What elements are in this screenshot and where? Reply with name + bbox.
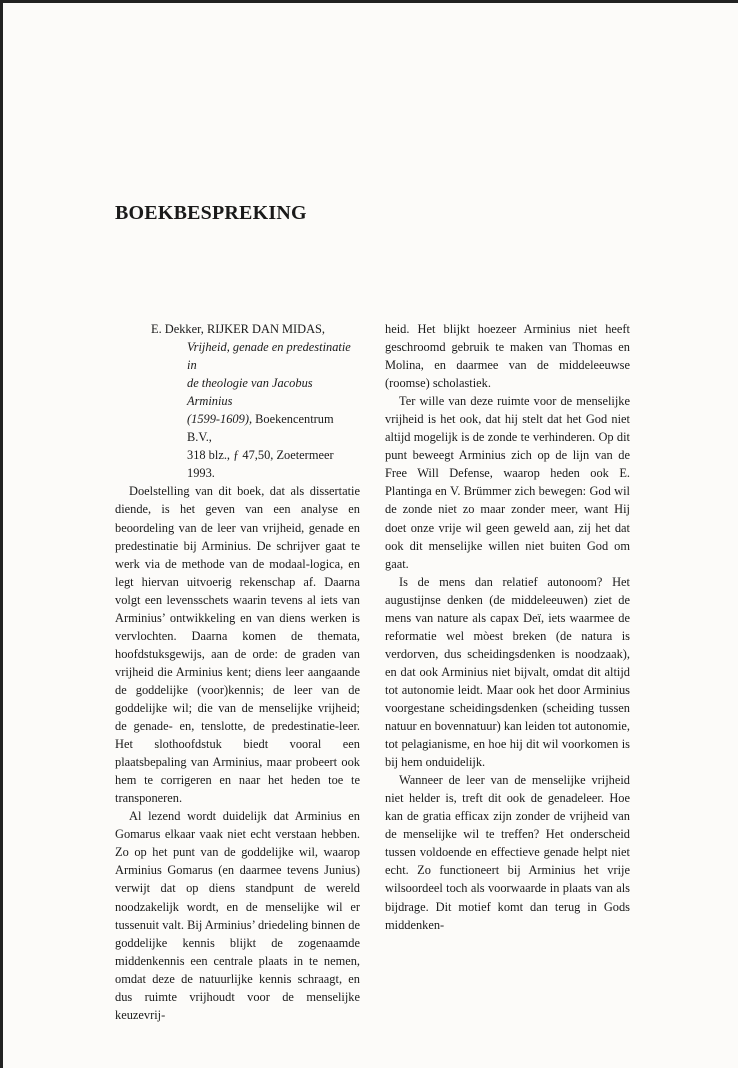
left-paragraph-1: Doelstelling van dit boek, dat als dissertatie diende, is het geven van een analyse en beoordeling van de leer van vrijheid, genade en predestinatie bij Arminius. De schrijver gaat te werk via de methode van de modaal-logica, en legt hiervan uitvoerig rekenschap af. Daarna volgt een levensschets waarin tevens al iets van Arminius’ ontwikkeling en van diens werken is vervlochten. Daarna komen de themata, hoofdstuksgewijs, aan de orde: de graden van vrijheid die Arminius kent; diens leer aangaande de goddelijke (voor)kennis; de leer van de goddelijke wil; die van de menselijke vrijheid; de genade- en, tenslotte, de predestinatie-leer. Het slothoofdstuk biedt vooral een plaatsbepaling van Arminius, maar probeert ook hem te corrigeren en naar het heden toe te transponeren. <box>115 484 360 806</box>
right-paragraph-1: heid. Het blijkt hoezeer Arminius niet heeft geschroomd gebruik te maken van Thomas en Molina, en daarmee van de middeleeuwse (roomse) scholastiek. <box>385 322 630 391</box>
left-paragraph-2: Al lezend wordt duidelijk dat Arminius en Gomarus elkaar vaak niet echt verstaan hebben. Zo op het punt van de goddelijke wil, waarop Arminius Gomarus (en daarmee tevens Junius) verwijt dat op diens standpunt de wereld noodzakelijk wordt, en de menselijke wil er tussenuit valt. Bij Arminius’ driedeling binnen de goddelijke kennis blijkt de zogenaamde middenkennis een centrale plaats in te nemen, omdat deze de natuurlijke kennis schraagt, en dus ruimte vrijhoudt voor de menselijke keuzevrij- <box>115 809 360 1022</box>
right-paragraph-2: Ter wille van deze ruimte voor de menselijke vrijheid is het ook, dat hij stelt dat het God niet altijd mogelijk is de zonde te verhinderen. Op dit punt beweegt Arminius zich op de lijn van de Free Will Defense, waarop heden ook E. Plantinga en V. Brümmer zich bewegen: God wil de zonde niet zo maar zonder meer, want Hij doet onze vrije wil geen geweld aan, zij het dat ook dit menselijke willen niet buiten God om gaat. <box>385 394 630 571</box>
review-publisher: Boekencentrum B.V., <box>187 412 334 445</box>
review-author: E. Dekker, <box>151 322 204 336</box>
reference-line-1 <box>151 320 360 338</box>
book-reference <box>151 320 360 482</box>
review-subtitle-line-3: (1599-1609), <box>187 412 253 427</box>
right-column <box>385 320 630 934</box>
left-column <box>115 320 360 1024</box>
review-subtitle-line-1: Vrijheid, genade en predestinatie in <box>187 340 351 373</box>
review-book-title: RIJKER DAN MIDAS, <box>206 322 326 336</box>
right-paragraph-4: Wanneer de leer van de menselijke vrijheid niet helder is, treft dit ook de genadeleer. Hoe kan de gratia efficax zijn zonder de vrijheid van de menselijke wil te treffen? Het onderscheid tussen voldoende en effectieve genade helpt niet echt. Zo functioneert bij Arminius het vrije wilsoordeel toch als voorwaarde in plaats van als bijdrage. Dit motief komt dan terug in Gods middenken- <box>385 773 630 932</box>
review-details: 318 blz., ƒ 47,50, Zoetermeer 1993. <box>187 448 334 481</box>
page-heading: BOEKBESPREKING <box>115 202 307 224</box>
review-subtitle-line-2: de theologie van Jacobus Arminius <box>187 376 313 409</box>
right-paragraph-3: Is de mens dan relatief autonoom? Het augustijnse denken (de middeleeuwen) ziet de mens van nature als capax Deï, iets waarmee de reformatie wel mòest breken (de natura is verdorven, dus scheidingsdenken is noodzaak), en dat ook Arminius niet bijvalt, omdat dit altijd tot autonomie leidt. Maar ook het door Arminius voorgestane scheidingsdenken (scheiding tussen natuur en bovennatuur) kan leiden tot autonomie, tot pelagianisme, en hoe hij dit wil voorkomen is bij hem onduidelijk. <box>385 574 630 770</box>
reference-line-4 <box>151 410 360 446</box>
